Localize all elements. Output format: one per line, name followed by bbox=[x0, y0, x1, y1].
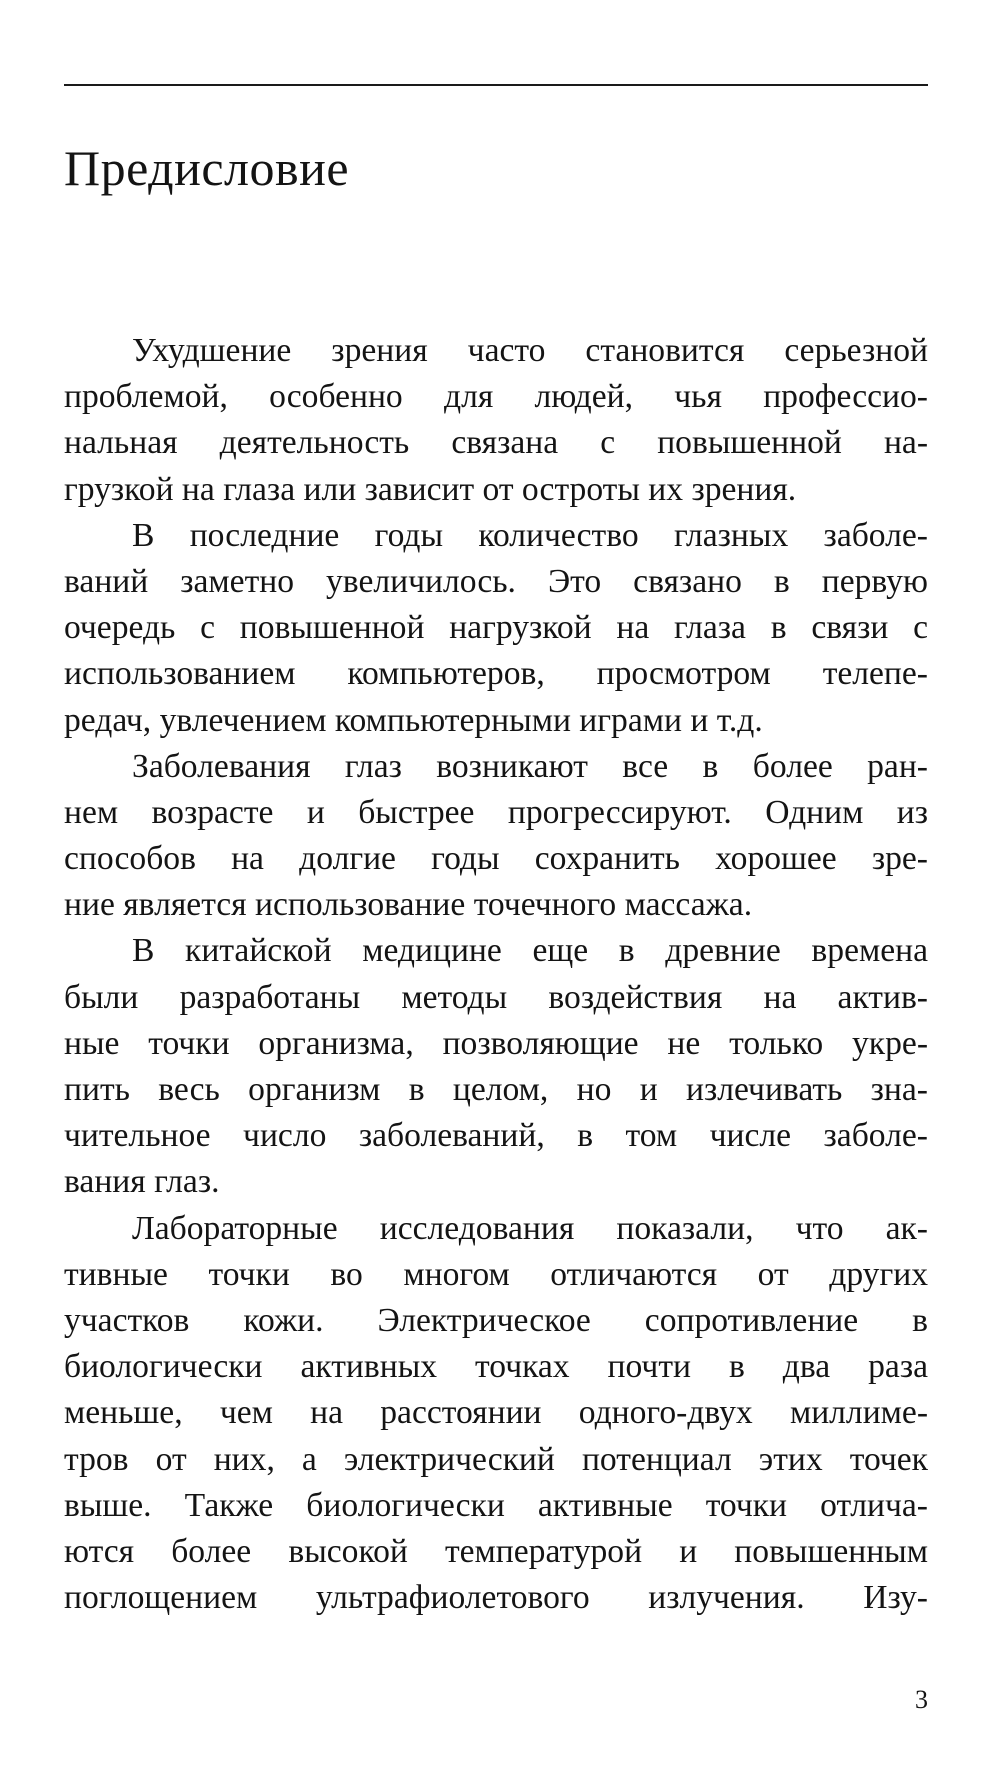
text-line: нем возрасте и быстрее прогрессируют. Одним из bbox=[64, 793, 928, 831]
text-line: меньше, чем на расстоянии одного-двух миллиме- bbox=[64, 1394, 928, 1432]
text-line: Ухудшение зрения часто становится серьезной bbox=[132, 332, 928, 369]
text-line: тивные точки во многом отличаются от других bbox=[64, 1255, 928, 1293]
chapter-title: Предисловие bbox=[64, 140, 350, 196]
body-text bbox=[64, 328, 928, 1621]
text-line: редач, увлечением компьютерными играми и т.д. bbox=[64, 701, 763, 739]
text-line: ваний заметно увеличилось. Это связано в первую bbox=[64, 562, 928, 600]
text-line: выше. Также биологически активные точки отлича- bbox=[64, 1486, 928, 1524]
top-rule bbox=[64, 84, 928, 86]
text-line: В китайской медицине еще в древние времена bbox=[132, 932, 928, 970]
text-line: были разработаны методы воздействия на актив- bbox=[64, 978, 928, 1016]
text-line: нальная деятельность связана с повышенной на- bbox=[64, 424, 928, 462]
text-line: проблемой, особенно для людей, чья профессио- bbox=[64, 378, 928, 416]
text-line: очередь с повышенной нагрузкой на глаза в связи с bbox=[64, 609, 928, 647]
text-line: ные точки организма, позволяющие не только укре- bbox=[64, 1024, 928, 1062]
text-line: грузкой на глаза или зависит от остроты их зрения. bbox=[64, 470, 797, 508]
text-line: тров от них, а электрический потенциал этих точек bbox=[64, 1440, 928, 1478]
text-line: Лабораторные исследования показали, что ак- bbox=[132, 1209, 928, 1247]
text-line: вания глаз. bbox=[64, 1163, 220, 1201]
text-line: ние является использование точечного массажа. bbox=[64, 886, 753, 924]
text-line: Заболевания глаз возникают все в более ран- bbox=[132, 747, 928, 785]
text-line: способов на долгие годы сохранить хорошее зре- bbox=[64, 840, 928, 878]
text-line: биологически активных точках почти в два раза bbox=[64, 1348, 928, 1386]
text-line: пить весь организм в целом, но и излечивать зна- bbox=[64, 1071, 928, 1108]
text-line: использованием компьютеров, просмотром телепе- bbox=[64, 655, 928, 693]
text-line: участков кожи. Электрическое сопротивление в bbox=[64, 1301, 928, 1339]
page-number: 3 bbox=[915, 1685, 928, 1714]
text-line: чительное число заболеваний, в том числе заболе- bbox=[64, 1117, 928, 1155]
text-line: В последние годы количество глазных заболе- bbox=[132, 516, 928, 554]
text-line: поглощением ультрафиолетового излучения. Изу- bbox=[64, 1579, 928, 1617]
text-line: ются более высокой температурой и повышенным bbox=[64, 1532, 928, 1570]
